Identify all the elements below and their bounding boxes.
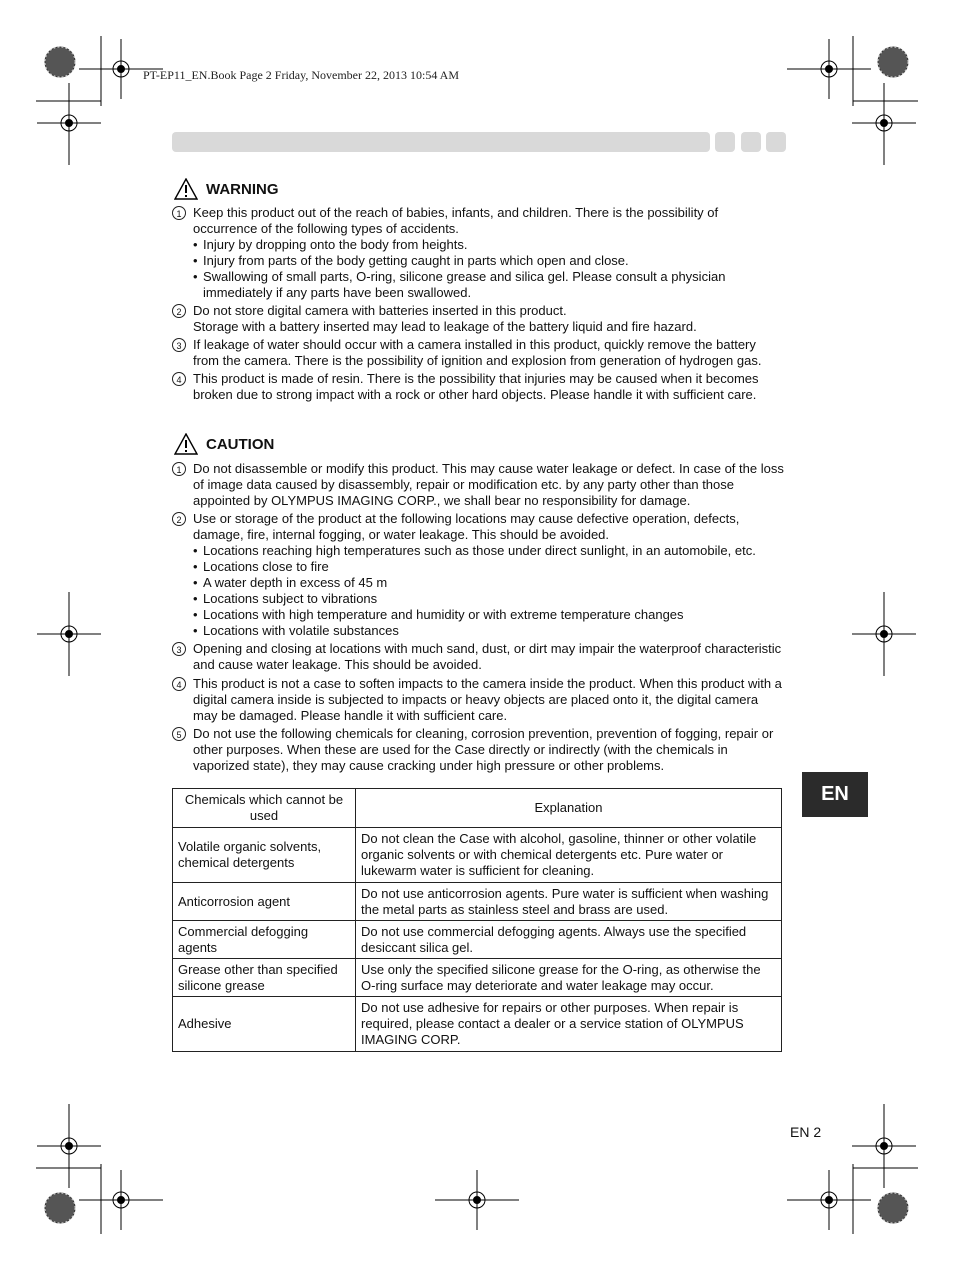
caution-item-4 (172, 676, 784, 724)
warning-triangle-icon (174, 178, 198, 200)
table-row (173, 828, 782, 883)
item-number: 2 (172, 304, 186, 318)
item-text: Do not store digital camera with batteries inserted in this product. (193, 303, 567, 318)
table-cell: Do not clean the Case with alcohol, gasoline, thinner or other volatile organic solvents or with chemical detergents etc. Pure water or lukewarm water is sufficient for cleaning. (356, 828, 782, 883)
item-number: 4 (172, 372, 186, 386)
caution-item-5 (172, 726, 784, 774)
item-text: If leakage of water should occur with a camera installed in this product, quickly remove the battery from the camera. There is the possibility of ignition and explosion from generation of hydrogen gas. (193, 337, 762, 368)
page-number: EN 2 (790, 1124, 822, 1140)
item-number: 3 (172, 338, 186, 352)
table-cell: Commercial defogging agents (173, 921, 356, 959)
item-number: 1 (172, 206, 186, 220)
bullet: • Locations close to fire (193, 559, 784, 575)
table-cell: Do not use adhesive for repairs or other purposes. When repair is required, please contact a dealer or a service station of OLYMPUS IMAGING CORP. (356, 997, 782, 1052)
table-row (173, 997, 782, 1052)
bullet: • Injury by dropping onto the body from heights. (193, 237, 784, 253)
bullet: • Swallowing of small parts, O-ring, silicone grease and silica gel. Please consult a physician immediately if any parts have been swallowed. (193, 269, 784, 301)
warning-title: WARNING (206, 180, 279, 198)
caution-triangle-icon (174, 433, 198, 455)
item-number: 3 (172, 642, 186, 656)
warning-item-4 (172, 371, 784, 403)
column-header: Chemicals which cannot be used (173, 789, 356, 828)
table-cell: Do not use anticorrosion agents. Pure water is sufficient when washing the metal parts as stainless steel and brass are used. (356, 883, 782, 921)
table-row (173, 921, 782, 959)
print-header: PT-EP11_EN.Book Page 2 Friday, November 22, 2013 10:54 AM (143, 68, 459, 82)
item-text: Use or storage of the product at the following locations may cause defective operation, defects, damage, fire, internal fogging, or water leakage. This should be avoided. (193, 511, 740, 542)
bullet: • Locations with high temperature and humidity or with extreme temperature changes (193, 607, 784, 623)
bullet: • A water depth in excess of 45 m (193, 575, 784, 591)
caution-heading (174, 433, 274, 455)
item-text: This product is made of resin. There is the possibility that injuries may be caused when it becomes broken due to strong impact with a rock or other hard objects. Please handle it with sufficient care. (193, 371, 759, 402)
caution-item-2 (172, 511, 784, 639)
caution-title: CAUTION (206, 435, 275, 453)
table-cell: Volatile organic solvents, chemical detergents (173, 828, 356, 883)
item-text: Keep this product out of the reach of babies, infants, and children. There is the possibility of occurrence of the following types of accidents. (193, 205, 719, 236)
bullet: • Locations with volatile substances (193, 623, 784, 639)
warning-heading (174, 178, 279, 200)
bullet: • Locations reaching high temperatures such as those under direct sunlight, in an automobile, etc. (193, 543, 784, 559)
item-text: This product is not a case to soften impacts to the camera inside the product. When this product with a digital camera inside is subjected to impacts or heavy objects are placed onto it, the digital camera may be damaged. Please handle it with sufficient care. (193, 676, 782, 723)
caution-item-1 (172, 461, 784, 509)
item-number: 5 (172, 727, 186, 741)
bullet: • Injury from parts of the body getting caught in parts which open and close. (193, 253, 784, 269)
caution-item-3 (172, 641, 784, 673)
header-block (741, 132, 761, 152)
item-text: Do not use the following chemicals for cleaning, corrosion prevention, prevention of fogging, repair or other purposes. When these are used for the Case directly or indirectly (with the chemicals in vaporized state), they may cause cracking under high pressure or other problems. (193, 726, 774, 773)
warning-item-1 (172, 205, 784, 301)
warning-item-2 (172, 303, 784, 335)
item-number: 1 (172, 462, 186, 476)
header-block (766, 132, 786, 152)
section-header-bar (172, 132, 710, 152)
table-cell: Use only the specified silicone grease for the O-ring, as otherwise the O-ring surface may deteriorate and water leakage may occur. (356, 959, 782, 997)
table-cell: Do not use commercial defogging agents. Always use the specified desiccant silica gel. (356, 921, 782, 959)
table-cell: Adhesive (173, 997, 356, 1052)
item-text: Opening and closing at locations with much sand, dust, or dirt may impair the waterproof characteristic and cause water leakage. This should be avoided. (193, 641, 782, 672)
warning-item-3 (172, 337, 784, 369)
item-number: 2 (172, 512, 186, 526)
table-header-row (173, 789, 782, 828)
header-block (715, 132, 735, 152)
item-text: Do not disassemble or modify this product. This may cause water leakage or defect. In case of the loss of image data caused by disassembly, repair or modification etc. by any party other than those appointed by OLYMPUS IMAGING CORP., we shall bear no responsibility for damage. (193, 461, 784, 508)
table-row (173, 959, 782, 997)
table-cell: Grease other than specified silicone grease (173, 959, 356, 997)
column-header: Explanation (356, 789, 782, 828)
item-text-2: Storage with a battery inserted may lead to leakage of the battery liquid and fire hazard. (193, 319, 697, 334)
bullet: • Locations subject to vibrations (193, 591, 784, 607)
table-row (173, 883, 782, 921)
language-tab: EN (802, 772, 868, 817)
item-number: 4 (172, 677, 186, 691)
table-cell: Anticorrosion agent (173, 883, 356, 921)
chemicals-table (172, 788, 782, 1052)
